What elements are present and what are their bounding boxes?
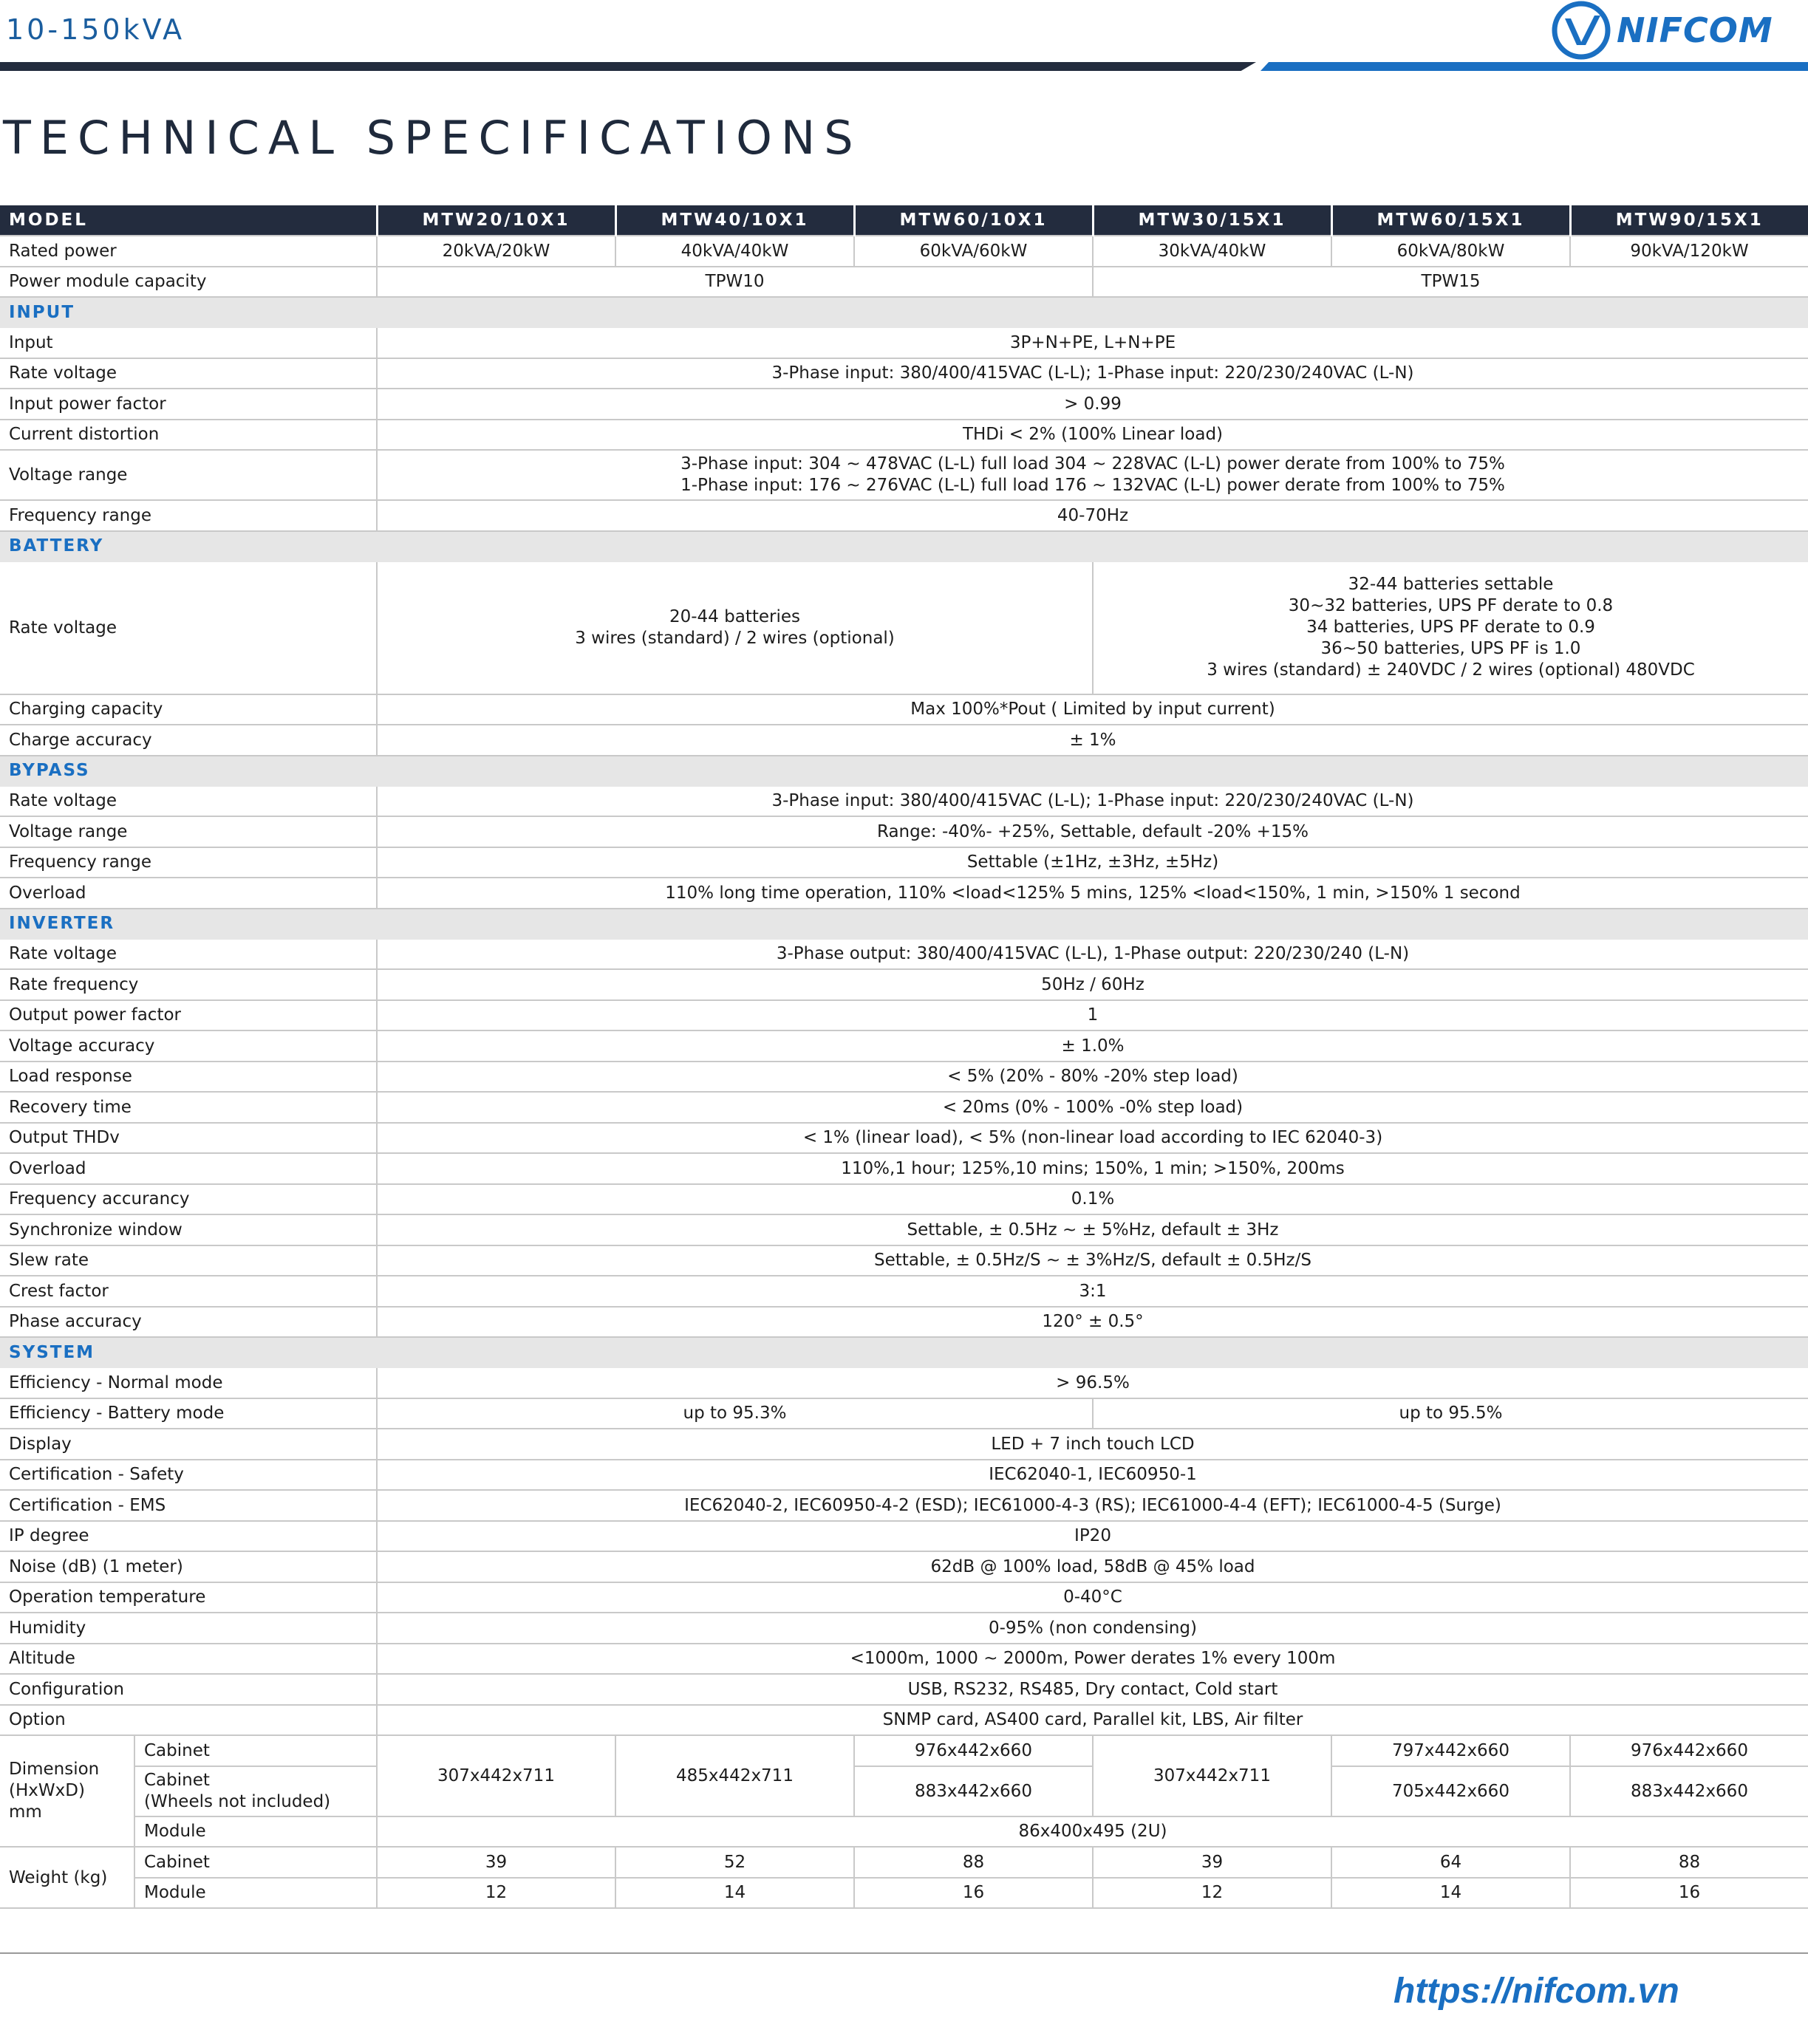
table-row (0, 1276, 1808, 1307)
cell-value: 90kVA/120kW (1570, 236, 1808, 267)
table-row (0, 1184, 1808, 1215)
row-label: Slew rate (0, 1245, 377, 1276)
cell-value: Settable (±1Hz, ±3Hz, ±5Hz) (377, 847, 1808, 878)
cell-value: up to 95.3% (377, 1398, 1093, 1429)
table-row (0, 1644, 1808, 1675)
cell-value: 14 (615, 1878, 854, 1909)
cell-value: IP20 (377, 1521, 1808, 1552)
table-row (0, 816, 1808, 847)
row-label: Voltage range (0, 816, 377, 847)
table-row (0, 561, 1808, 694)
sub-label: Module (134, 1816, 377, 1848)
cell-value: 16 (1570, 1878, 1808, 1909)
row-label: Overload (0, 878, 377, 909)
website-link[interactable]: https://nifcom.vn (1393, 1972, 1679, 2011)
cell-value: SNMP card, AS400 card, Parallel kit, LBS, Air filter (377, 1705, 1808, 1736)
table-row (0, 786, 1808, 817)
cell-value: TPW10 (377, 267, 1093, 298)
table-row (0, 1521, 1808, 1552)
section-title: SYSTEM (0, 1337, 1808, 1367)
dimension-label (0, 1735, 134, 1847)
cell-value: 50Hz / 60Hz (377, 969, 1808, 1000)
text-line: (Wheels not included) (144, 1791, 331, 1811)
row-label: Input (0, 327, 377, 358)
table-row (0, 500, 1808, 531)
table-row (0, 327, 1808, 358)
section-header-inverter (0, 909, 1808, 939)
row-label: Phase accuracy (0, 1307, 377, 1338)
cell-value: TPW15 (1093, 267, 1808, 298)
cell-value: 20kVA/20kW (377, 236, 615, 267)
row-label: Crest factor (0, 1276, 377, 1307)
model-name: MTW60/10X1 (854, 205, 1093, 236)
row-label: Voltage range (0, 450, 377, 500)
sub-label: Module (134, 1878, 377, 1909)
table-row (0, 1705, 1808, 1736)
row-label: Recovery time (0, 1092, 377, 1123)
cell-value: 307x442x711 (377, 1735, 615, 1816)
cell-value: 62dB @ 100% load, 58dB @ 45% load (377, 1551, 1808, 1582)
row-label: Power module capacity (0, 267, 377, 298)
table-row (0, 725, 1808, 756)
page-title: TECHNICAL SPECIFICATIONS (3, 111, 862, 165)
cell-value: 12 (377, 1878, 615, 1909)
cell-value: 60kVA/80kW (1331, 236, 1570, 267)
cell-value: 3-Phase input: 380/400/415VAC (L-L); 1-Phase input: 220/230/240VAC (L-N) (377, 786, 1808, 817)
text-line: 3 wires (standard) / 2 wires (optional) (575, 628, 895, 648)
table-row (0, 267, 1808, 298)
cell-value: 3-Phase input: 380/400/415VAC (L-L); 1-Phase input: 220/230/240VAC (L-N) (377, 358, 1808, 389)
text-line: 3-Phase input: 304 ~ 478VAC (L-L) full load 304 ~ 228VAC (L-L) power derate from 100% to 75% (680, 454, 1505, 474)
cell-value: 0.1% (377, 1184, 1808, 1215)
cell-value: 110%,1 hour; 125%,10 mins; 150%, 1 min; >150%, 200ms (377, 1153, 1808, 1184)
cell-value: 883x442x660 (854, 1766, 1093, 1816)
table-row (0, 1062, 1808, 1093)
table-row (0, 1551, 1808, 1582)
cell-value: 976x442x660 (1570, 1735, 1808, 1766)
table-row (0, 878, 1808, 909)
cell-value: IEC62040-2, IEC60950-4-2 (ESD); IEC61000-4-3 (RS); IEC61000-4-4 (EFT); IEC61000-4-5 (Surge) (377, 1490, 1808, 1521)
header-divider-blue (1261, 62, 1808, 71)
cell-value: 120° ± 0.5° (377, 1307, 1808, 1338)
cell-value: 40-70Hz (377, 500, 1808, 531)
cell-value: 705x442x660 (1331, 1766, 1570, 1816)
table-row (0, 1490, 1808, 1521)
table-row (0, 1613, 1808, 1644)
row-label: Efficiency - Normal mode (0, 1367, 377, 1398)
section-header-system (0, 1337, 1808, 1367)
model-name: MTW90/15X1 (1570, 205, 1808, 236)
cell-value: 307x442x711 (1093, 1735, 1331, 1816)
row-label: Rate voltage (0, 786, 377, 817)
cell-value: LED + 7 inch touch LCD (377, 1429, 1808, 1460)
table-row (0, 1460, 1808, 1491)
nifcom-logo-icon (1550, 0, 1612, 61)
row-label: Noise (dB) (1 meter) (0, 1551, 377, 1582)
row-label: Frequency range (0, 500, 377, 531)
text-line: 3 wires (standard) ± 240VDC / 2 wires (optional) 480VDC (1207, 660, 1695, 680)
table-row (0, 1000, 1808, 1031)
row-label: Frequency accurancy (0, 1184, 377, 1215)
section-header-bypass (0, 756, 1808, 786)
table-row (0, 1674, 1808, 1705)
row-label: Charging capacity (0, 694, 377, 725)
sub-label (134, 1766, 377, 1816)
table-row (0, 1307, 1808, 1338)
cell-value: 3:1 (377, 1276, 1808, 1307)
table-row (0, 1816, 1808, 1848)
table-row (0, 1766, 1808, 1816)
model-name: MTW20/10X1 (377, 205, 615, 236)
brand-logo (1550, 0, 1794, 61)
cell-value: THDi < 2% (100% Linear load) (377, 420, 1808, 451)
row-label: Certification - Safety (0, 1460, 377, 1491)
text-line: Cabinet (144, 1770, 210, 1790)
table-row (0, 1735, 1808, 1766)
cell-value: Settable, ± 0.5Hz ~ ± 5%Hz, default ± 3Hz (377, 1214, 1808, 1245)
table-row (0, 236, 1808, 267)
model-name: MTW30/15X1 (1093, 205, 1331, 236)
cell-value-multiline (1093, 561, 1808, 694)
cell-value: 60kVA/60kW (854, 236, 1093, 267)
row-label: Load response (0, 1062, 377, 1093)
text-line: 1-Phase input: 176 ~ 276VAC (L-L) full load 176 ~ 132VAC (L-L) power derate from 100% to 75% (680, 476, 1505, 495)
table-row (0, 939, 1808, 970)
table-row (0, 420, 1808, 451)
cell-value-multiline (377, 561, 1093, 694)
sub-label: Cabinet (134, 1847, 377, 1878)
cell-value: up to 95.5% (1093, 1398, 1808, 1429)
cell-value: 40kVA/40kW (615, 236, 854, 267)
row-label: Overload (0, 1153, 377, 1184)
cell-value: <1000m, 1000 ~ 2000m, Power derates 1% every 100m (377, 1644, 1808, 1675)
row-label: Humidity (0, 1613, 377, 1644)
row-label: Output THDv (0, 1123, 377, 1154)
table-row (0, 1367, 1808, 1398)
table-row (0, 1245, 1808, 1276)
cell-value: > 0.99 (377, 389, 1808, 420)
table-row (0, 1398, 1808, 1429)
row-label: Operation temperature (0, 1582, 377, 1613)
cell-value: 1 (377, 1000, 1808, 1031)
table-row (0, 1878, 1808, 1909)
cell-value: USB, RS232, RS485, Dry contact, Cold start (377, 1674, 1808, 1705)
row-label: Input power factor (0, 389, 377, 420)
section-header-input (0, 297, 1808, 327)
spec-table (0, 205, 1808, 1909)
text-line: 30~32 batteries, UPS PF derate to 0.8 (1288, 596, 1614, 615)
table-row (0, 1214, 1808, 1245)
table-row (0, 694, 1808, 725)
cell-value: Range: -40%- +25%, Settable, default -20% +15% (377, 816, 1808, 847)
text-line: 20-44 batteries (669, 606, 800, 626)
text-line: 34 batteries, UPS PF derate to 0.9 (1306, 618, 1595, 637)
cell-value: 883x442x660 (1570, 1766, 1808, 1816)
header-divider-dark (0, 62, 1256, 71)
table-row (0, 1030, 1808, 1062)
cell-value: 12 (1093, 1878, 1331, 1909)
section-title: BATTERY (0, 531, 1808, 561)
cell-value: 88 (854, 1847, 1093, 1878)
cell-value: 88 (1570, 1847, 1808, 1878)
cell-value: < 20ms (0% - 100% -0% step load) (377, 1092, 1808, 1123)
table-row (0, 1429, 1808, 1460)
table-row (0, 1123, 1808, 1154)
row-label: IP degree (0, 1521, 377, 1552)
model-name: MTW40/10X1 (615, 205, 854, 236)
text-line: 36~50 batteries, UPS PF is 1.0 (1320, 639, 1581, 658)
cell-value: 52 (615, 1847, 854, 1878)
section-title: INVERTER (0, 909, 1808, 939)
row-label: Altitude (0, 1644, 377, 1675)
cell-value: ± 1% (377, 725, 1808, 756)
row-label: Voltage accuracy (0, 1030, 377, 1062)
text-line: mm (9, 1802, 42, 1822)
sub-label: Cabinet (134, 1735, 377, 1766)
row-label: Certification - EMS (0, 1490, 377, 1521)
cell-value: 797x442x660 (1331, 1735, 1570, 1766)
cell-value: 39 (1093, 1847, 1331, 1878)
row-label: Efficiency - Battery mode (0, 1398, 377, 1429)
cell-value: 16 (854, 1878, 1093, 1909)
cell-value-multiline (377, 450, 1808, 500)
cell-value: < 5% (20% - 80% -20% step load) (377, 1062, 1808, 1093)
cell-value: 39 (377, 1847, 615, 1878)
table-row (0, 1582, 1808, 1613)
cell-value: Max 100%*Pout ( Limited by input current) (377, 694, 1808, 725)
row-label: Charge accuracy (0, 725, 377, 756)
section-header-battery (0, 531, 1808, 561)
cell-value: 485x442x711 (615, 1735, 854, 1816)
table-row (0, 1153, 1808, 1184)
cell-value: 64 (1331, 1847, 1570, 1878)
product-range-title: 10-150kVA (6, 13, 185, 46)
row-label: Rate frequency (0, 969, 377, 1000)
table-row (0, 847, 1808, 878)
table-row (0, 969, 1808, 1000)
text-line: Dimension (9, 1760, 100, 1779)
row-label: Configuration (0, 1674, 377, 1705)
text-line: (HxWxD) (9, 1781, 85, 1800)
cell-value: 3-Phase output: 380/400/415VAC (L-L), 1-Phase output: 220/230/240 (L-N) (377, 939, 1808, 970)
cell-value: > 96.5% (377, 1367, 1808, 1398)
row-label: Frequency range (0, 847, 377, 878)
row-label: Rate voltage (0, 358, 377, 389)
cell-value: 0-40°C (377, 1582, 1808, 1613)
footer-divider (0, 1952, 1808, 1954)
cell-value: ± 1.0% (377, 1030, 1808, 1062)
row-label: Rated power (0, 236, 377, 267)
cell-value: 110% long time operation, 110% <load<125% 5 mins, 125% <load<150%, 1 min, >150% 1 second (377, 878, 1808, 909)
row-label: Rate voltage (0, 561, 377, 694)
table-row (0, 1847, 1808, 1878)
cell-value: 86x400x495 (2U) (377, 1816, 1808, 1848)
text-line: 32-44 batteries settable (1348, 575, 1554, 594)
section-title: INPUT (0, 297, 1808, 327)
cell-value: < 1% (linear load), < 5% (non-linear load according to IEC 62040-3) (377, 1123, 1808, 1154)
model-label: MODEL (0, 205, 377, 236)
row-label: Synchronize window (0, 1214, 377, 1245)
cell-value: Settable, ± 0.5Hz/S ~ ± 3%Hz/S, default ± 0.5Hz/S (377, 1245, 1808, 1276)
cell-value: IEC62040-1, IEC60950-1 (377, 1460, 1808, 1491)
cell-value: 30kVA/40kW (1093, 236, 1331, 267)
cell-value: 0-95% (non condensing) (377, 1613, 1808, 1644)
cell-value: 3P+N+PE, L+N+PE (377, 327, 1808, 358)
cell-value: 14 (1331, 1878, 1570, 1909)
table-row (0, 1092, 1808, 1123)
table-row (0, 358, 1808, 389)
section-title: BYPASS (0, 756, 1808, 786)
row-label: Output power factor (0, 1000, 377, 1031)
model-header-row (0, 205, 1808, 236)
table-row (0, 389, 1808, 420)
brand-name: NIFCOM (1617, 10, 1773, 50)
table-row (0, 450, 1808, 500)
row-label: Display (0, 1429, 377, 1460)
row-label: Current distortion (0, 420, 377, 451)
row-label: Rate voltage (0, 939, 377, 970)
cell-value: 976x442x660 (854, 1735, 1093, 1766)
row-label: Option (0, 1705, 377, 1736)
weight-label: Weight (kg) (0, 1847, 134, 1908)
model-name: MTW60/15X1 (1331, 205, 1570, 236)
